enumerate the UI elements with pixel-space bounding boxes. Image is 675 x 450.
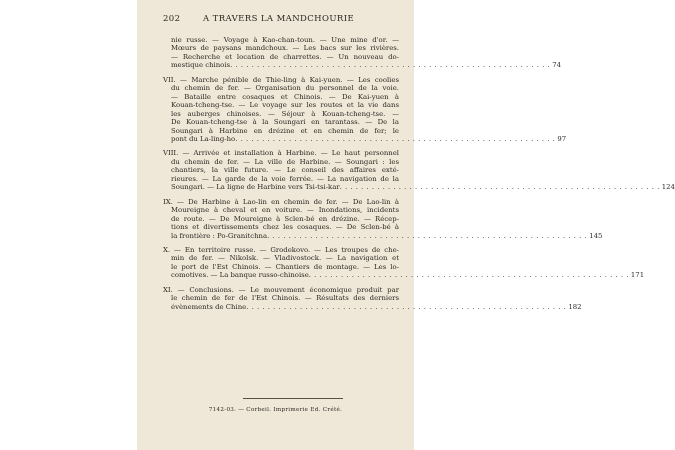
toc-line-text: Soungari. — La ligne de Harbine vers Tsi-tsi-kar <box>171 183 340 192</box>
toc-line: — Bataille entre cosaques et Chinois. — De Kai-yuen à <box>171 92 399 101</box>
toc-line: XI. — Conclusions. — Le mouvement économique produit par <box>163 285 399 294</box>
toc-line: le chemin de fer de l'Est Chinois. — Résultats des derniers <box>171 294 399 303</box>
dot-leader <box>246 303 566 311</box>
book-page <box>137 0 675 450</box>
toc-line-text: évènements de Chine <box>171 302 247 311</box>
toc-entry <box>163 75 567 144</box>
toc-page-ref: 182 <box>568 302 582 311</box>
toc-line: du chemin de fer. — Organisation du personnel de la voie. <box>171 84 399 93</box>
toc-page-ref: 145 <box>589 231 603 240</box>
toc-last-line <box>163 134 567 143</box>
dot-leader <box>340 183 660 191</box>
page-header <box>163 14 399 28</box>
toc-entry <box>163 197 603 240</box>
toc-line: le port de l'Est Chinois. — Chantiers de montage. — Les lo- <box>171 262 399 271</box>
toc-line: Kouan-tcheng-tse. — Le voyage sur les routes et la vie dans <box>171 101 399 110</box>
toc-line: IX. — De Harbine à Lao-lin en chemin de fer. — De Lao-lin à <box>163 197 399 206</box>
page-number: 202 <box>163 14 181 24</box>
toc-line: — Recherche et location de charrettes. — Un nouveau do- <box>171 52 399 61</box>
toc-entry <box>163 149 675 192</box>
toc-page-ref: 97 <box>557 134 567 143</box>
table-of-contents <box>163 36 675 317</box>
toc-page-ref: 74 <box>552 61 562 70</box>
toc-line: X. — En territoire russe. — Grodekovo. — Les troupes de che- <box>163 245 399 254</box>
dot-leader <box>309 271 629 279</box>
toc-page-ref: 171 <box>630 271 645 280</box>
toc-last-line <box>163 61 562 70</box>
toc-line: les auberges chinoises. — Séjour à Kouan-tcheng-tse. — <box>171 109 399 118</box>
toc-line-text: comotives. — La banque russo-chinoise <box>171 271 309 280</box>
toc-line: min de fer. — Nikolsk. — Vladivostock. — La navigation et <box>171 254 399 263</box>
toc-line-text: la frontière : Po-Granitchna <box>171 231 268 240</box>
toc-line: VII. — Marche pénible de Thie-ling à Kai-yuen. — Les coolies <box>163 75 399 84</box>
toc-line: du chemin de fer. — La ville de Harbine. — Soungari : les <box>171 157 399 166</box>
toc-last-line <box>163 183 675 192</box>
toc-line: De Kouan-tcheng-tse à la Soungari en tarantass. — De la <box>171 118 399 127</box>
toc-line: Moureigne à cheval et en voiture. — Inondations, incidents <box>171 206 399 215</box>
toc-last-line <box>163 231 603 240</box>
toc-line: rieures. — La garde de la voie ferrée. — La navigation de la <box>171 174 399 183</box>
dot-leader <box>235 135 555 143</box>
toc-last-line <box>163 271 645 280</box>
toc-line: chantiers, la ville future. — Le conseil des affaires exté- <box>171 166 399 175</box>
printer-imprint: 7142-03. — Corbeil. Imprimerie Ed. Crété. <box>208 407 343 413</box>
toc-line: Mœurs de paysans mandchoux. — Les bacs sur les rivières. <box>171 44 399 53</box>
dot-leader <box>230 61 550 69</box>
toc-entry <box>163 36 562 70</box>
footer-divider <box>243 398 343 399</box>
toc-line-text: pont du La-ling-ho <box>171 134 236 143</box>
toc-line: VIII. — Arrivée et installation à Harbine. — Le haut personnel <box>163 149 399 158</box>
toc-line: tions et divertissements chez les cosaques. — De Sclen-bé à <box>171 223 399 232</box>
toc-last-line <box>163 302 582 311</box>
toc-line-text: mestique chinois <box>171 61 231 70</box>
dot-leader <box>267 232 587 240</box>
toc-entry <box>163 285 582 311</box>
toc-page-ref: 124 <box>661 183 675 192</box>
running-title: A TRAVERS LA MANDCHOURIE <box>203 14 355 24</box>
toc-line: nie russe. — Voyage à Kao-chan-toun. — Une mine d'or. — <box>171 36 399 44</box>
toc-entry <box>163 245 645 280</box>
toc-line: Soungari à Harbine en drézine et en chemin de fer; le <box>171 126 399 135</box>
toc-line: de route. — De Moureigne à Sclen-bé en drézine. — Récep- <box>171 214 399 223</box>
